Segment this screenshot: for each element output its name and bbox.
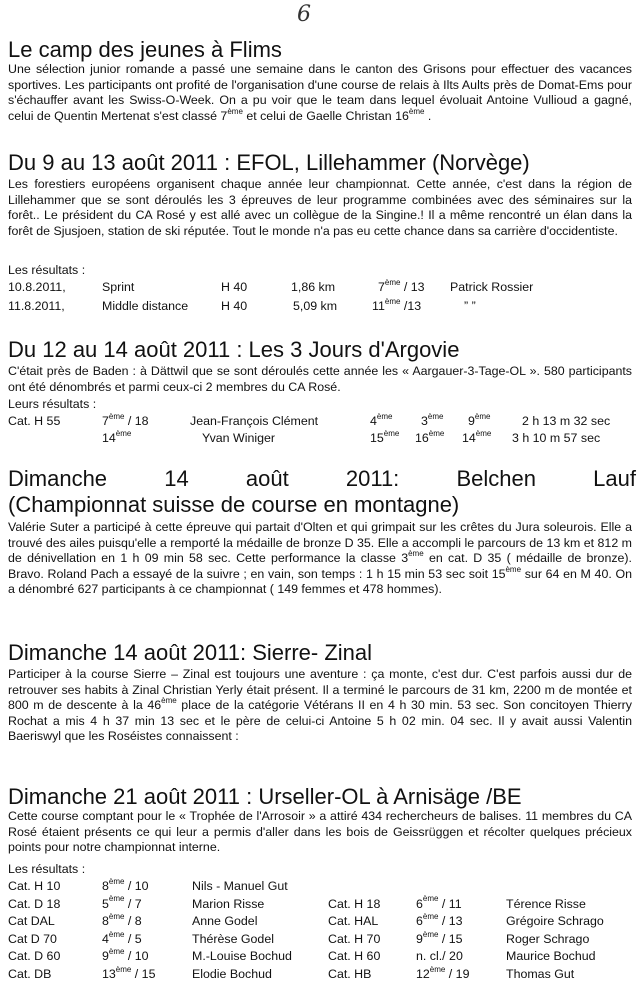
result-name: Térence Risse bbox=[506, 896, 586, 911]
flims-text-a: Une sélection junior romande a passé une semaine dans le canton des Grisons pour effectuer des vacances sportives. Les participants ont profité de l'organisation d'une course de relais à Ilts Aults près de Domat-Ems pour s'échauffer avant les Swiss-O-Week. On a pu voir que le team dans lequel évoluait Antoine Vullioud a gagné, celui de Quentin Mertenat s'est classé 7ème et celui de Gaelle Christan 16ème . bbox=[8, 62, 632, 123]
result-row bbox=[8, 929, 633, 947]
result-rank: 8ème / 10 bbox=[102, 876, 149, 893]
result-name: Anne Godel bbox=[192, 914, 258, 929]
section-body-flims bbox=[8, 62, 632, 124]
result-rank: 9ème / 15 bbox=[416, 929, 463, 946]
result-category: Cat D 70 bbox=[8, 931, 57, 946]
result-name: Maurice Bochud bbox=[506, 949, 596, 964]
result-name: M.-Louise Bochud bbox=[192, 949, 292, 964]
page-number: 6 bbox=[297, 2, 311, 27]
result-category: Cat DAL bbox=[8, 914, 55, 929]
result-rank: 12ème / 19 bbox=[416, 964, 470, 981]
section-title-belchen: Dimanche 14 août 2011: Belchen Lauf bbox=[8, 466, 636, 491]
section-body-efol: Les forestiers européens organisent chaque année leur championnat. Cette année, c'est dans la région de Lillehammer que se sont déroulés les 3 épreuves de leur programme combinées avec des séminaires sur la forêt.. Le président du CA Rosé y est allé avec un collègue de la Singine.! Il a même rencontré un élan dans la forêt de Sjusjoen, station de ski réputée. Tout le monde n'a pas eu cette chance dans sa carrière d'occidentiste. bbox=[8, 177, 632, 238]
section-subtitle-belchen: (Championnat suisse de course en montagne) bbox=[8, 492, 460, 517]
section-body-argovie: C'était près de Baden : à Dättwil que se sont déroulés cette année les « Aargauer-3-Tage-OL ». 580 participants ont été dénombrés et parmi ceux-ci 2 membres du CA Rosé. bbox=[8, 364, 632, 394]
result-name: Grégoire Schrago bbox=[506, 914, 604, 929]
efol-result-row: 11.8.2011, Middle distance H 40 5,09 km 11ème /13 ” ” bbox=[8, 296, 476, 313]
result-row bbox=[8, 964, 633, 982]
result-rank: n. cl./ 20 bbox=[416, 949, 463, 964]
section-title-efol: Du 9 au 13 août 2011 : EFOL, Lillehammer (Norvège) bbox=[8, 150, 530, 175]
result-row bbox=[8, 914, 633, 929]
section-title-sierre: Dimanche 14 août 2011: Sierre- Zinal bbox=[8, 640, 373, 665]
result-rank: 9ème / 10 bbox=[102, 947, 149, 964]
result-category: Cat. HAL bbox=[328, 914, 379, 929]
result-category: Cat. H 10 bbox=[8, 879, 61, 893]
result-category: Cat. H 60 bbox=[328, 949, 381, 964]
result-rank: 6ème / 11 bbox=[416, 894, 462, 911]
result-row bbox=[8, 949, 633, 964]
result-category: Cat. H 70 bbox=[328, 931, 381, 946]
section-title-urseller: Dimanche 21 août 2011 : Urseller-OL à Arnisäge /BE bbox=[8, 784, 522, 809]
result-rank: 13ème / 15 bbox=[102, 964, 156, 981]
section-title-flims: Le camp des jeunes à Flims bbox=[8, 37, 282, 62]
efol-result-row: 10.8.2011, Sprint H 40 1,86 km 7ème / 13 Patrick Rossier bbox=[8, 277, 534, 294]
argovie-results-label: Leurs résultats : bbox=[8, 397, 97, 411]
result-rank: 5ème / 7 bbox=[102, 894, 142, 911]
result-name: Thomas Gut bbox=[506, 967, 575, 981]
result-category: Cat. DB bbox=[8, 967, 52, 981]
section-body-urseller: Cette course comptant pour le « Trophée de l'Arrosoir » a attiré 434 rechercheurs de balises. 11 membres du CA Rosé étaient présents ce qui leur a permis d'aller dans les bois de Geissrüggen et récolter quelques précieux points pour notre championnat interne. bbox=[8, 809, 632, 855]
result-category: Cat. H 18 bbox=[328, 896, 381, 911]
result-category: Cat. D 60 bbox=[8, 949, 61, 964]
result-rank: 8ème / 8 bbox=[102, 912, 142, 929]
result-rank: 6ème / 13 bbox=[416, 912, 463, 929]
result-rank: 4ème / 5 bbox=[102, 929, 142, 946]
result-name: Nils - Manuel Gut bbox=[192, 879, 288, 893]
section-title-argovie: Du 12 au 14 août 2011 : Les 3 Jours d'Argovie bbox=[8, 337, 460, 362]
result-name: Thérèse Godel bbox=[192, 931, 274, 946]
result-category: Cat. HB bbox=[328, 967, 372, 981]
argovie-result-row: Cat. H 55 7ème / 18 Jean-François Clément 4ème 3ème 9ème 2 h 13 m 32 sec bbox=[8, 411, 611, 428]
efol-results-label: Les résultats : bbox=[8, 263, 86, 277]
result-name: Roger Schrago bbox=[506, 931, 590, 946]
urseller-results-label: Les résultats : bbox=[8, 862, 86, 876]
result-name: Elodie Bochud bbox=[192, 967, 272, 981]
section-body-belchen: Valérie Suter a participé à cette épreuve qui partait d'Olten et qui grimpait sur les crêtes du Jura soleurois. Elle a trouvé des ailes puisqu'elle a remporté la médaille de bronze D 35. Elle a accompli le parcours de 13 km et 812 m de dénivellation en 1 h 09 min 58 sec. Cette performance la classe 3ème en cat. D 35 ( médaille de bronze). Bravo. Roland Pach a essayé de la suivre ; en vain, son temps : 1 h 15 min 53 sec soit 15ème sur 64 en M 40. On a dénombré 627 participants à ce championnat ( 149 femmes et 478 hommes). bbox=[8, 520, 632, 597]
result-row bbox=[8, 894, 633, 912]
result-name: Marion Risse bbox=[192, 896, 265, 911]
result-row bbox=[8, 876, 633, 894]
argovie-result-row: 14ème Yvan Winiger 15ème 16ème 14ème 3 h 10 m 57 sec bbox=[102, 428, 601, 445]
result-category: Cat. D 18 bbox=[8, 896, 61, 911]
section-body-sierre: Participer à la course Sierre – Zinal est toujours une aventure : ça monte, c'est dur. C'est parfois aussi dur de retrouver ses habits à Zinal Christian Yerly était présent. Il a terminé le parcours de 31 km, 2200 m de montée et 800 m de descente à la 46ème place de la catégorie Vétérans II en 4 h 30 min. 53 sec. Son concitoyen Thierry Rochat a mis 4 h 37 min 13 sec et le père de celui-ci Antoine 5 h 02 min. 04 sec. Il y avait aussi Valentin Baeriswyl que les Roséistes connaissent : bbox=[8, 667, 633, 744]
